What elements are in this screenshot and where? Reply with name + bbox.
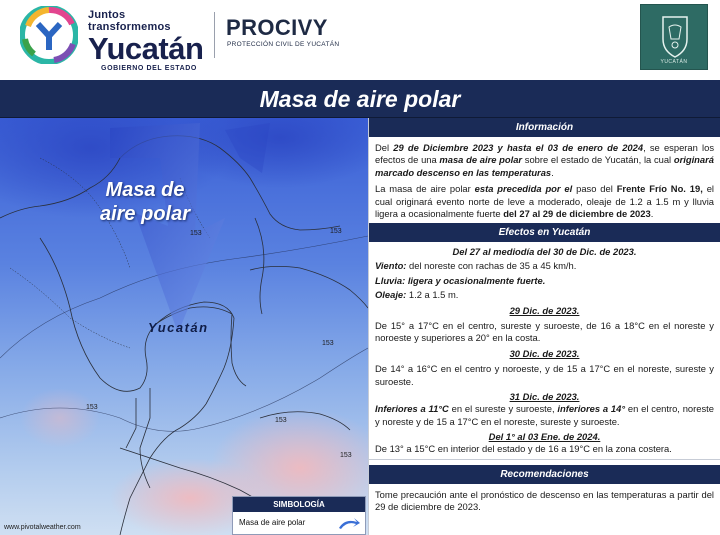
wind-label: Viento: [375,260,407,272]
legend [232,496,366,535]
legend-item [233,512,365,534]
legend-heading: SIMBOLOGÍA [233,497,365,512]
region-label: Yucatán [148,320,209,335]
logo-tagline: Juntos transformemos [88,9,171,33]
effects-date-31: 31 Dic. de 2023. [509,391,580,403]
info-paragraph-2 [369,183,720,220]
effects-text-jan: De 13° a 15°C en interior del estado y de 16 a 19°C en la zona costera. [375,443,672,455]
map-overlay-title [95,178,195,226]
text-span: el cual originará evento norte de leve a moderado, oleaje de 1.2 a 1.5 m y lluvia ligera a ocasionalmente fuerte [375,183,714,220]
logo-government: GOBIERNO DEL ESTADO [101,65,197,72]
info-dates: 29 de Diciembre 2023 y hasta el 03 de enero de 2024 [393,142,644,153]
isobar-label: 153 [340,452,352,459]
effects-text-31 [369,403,720,428]
info-storm-dates: del 27 al 29 de diciembre de 2023 [503,208,651,220]
legend-item-label: Masa de aire polar [239,518,306,527]
text-span: . [650,208,654,220]
effects-date-jan: Del 1° al 03 Ene. de 2024. [488,431,601,443]
wind-arrow-icon [337,516,361,530]
map-overlay-title-line1: Masa de [105,179,185,201]
effects-date-29: 29 Dic. de 2023. [509,304,580,316]
text-span: en el sureste y suroeste, [448,403,558,415]
header-divider [214,12,215,58]
isobar-label: 153 [275,417,287,424]
page-header [0,0,720,80]
isobar-label: 153 [330,228,342,235]
effects-heading: Efectos en Yucatán [369,223,720,242]
effects-text-29: De 15° a 17°C en el centro, sureste y suroeste, de 16 a 18°C en el noreste y noroeste y superiores a 20° en la costa. [375,319,714,344]
text4-bold-2: inferiores a 14° [557,403,626,415]
text-span: . [551,166,554,178]
title-bar [0,80,720,118]
yucatan-logo-icon [20,6,78,64]
text-span: , se esperan los efectos de una [375,142,715,166]
text-span: La masa de aire polar [375,183,475,195]
agency-name: PROCIVY [226,15,328,40]
shield-caption: YUCATÁN [660,59,688,65]
info-paragraph-1 [369,142,720,179]
info-preceded: esta precedida por el [474,183,573,195]
text-span: paso del [572,183,617,195]
info-panel [368,118,720,535]
logo-name: Yucatán [88,31,204,66]
info-front: Frente Frío No. 19, [616,183,703,195]
effects-wind [369,260,720,272]
logo-text [88,9,210,72]
page-title: Masa de aire polar [259,86,461,112]
recommendations-text: Tome precaución ante el pronóstico de descenso en las temperaturas a partir del 29 de diciembre de 2023. [375,488,714,512]
info-effect: originará marcado descenso en las temperaturas [375,154,714,178]
rain-label: Lluvia: [375,274,406,286]
isobar-label: 153 [322,340,334,347]
agency-subtitle: PROTECCIÓN CIVIL DE YUCATÁN [227,41,340,48]
text-span: sobre el estado de Yucatán, la cual [522,154,674,166]
effects-period-1: Del 27 al mediodía del 30 de Dic. de 2023. [452,246,637,258]
info-heading: Información [369,118,720,137]
text4-bold-1: Inferiores a 11°C [375,403,449,415]
map-source: www.pivotalweather.com [4,524,81,531]
rain-text: ligera y ocasionalmente fuerte. [405,274,546,286]
isobar-label: 153 [86,404,98,411]
map-overlay-title-line2: aire polar [99,203,191,225]
recommendations-heading: Recomendaciones [369,465,720,484]
text-span: en el centro, noreste y noreste y de 15 a 17°C en el noreste, sureste y suroeste. [375,403,714,427]
effects-rain [369,275,720,287]
text-span: Del [375,142,394,153]
waves-label: Oleaje: [375,289,407,301]
info-phenomenon: masa de aire polar [439,154,523,166]
isobar-label: 153 [190,230,202,237]
state-shield-badge [640,4,708,70]
waves-text: 1.2 a 1.5 m. [406,289,459,301]
wind-text: del noreste con rachas de 35 a 45 km/h. [406,260,577,272]
effects-text-30: De 14° a 16°C en el centro y noroeste, y de 15 a 17°C en el noreste, sureste y suroeste. [375,363,714,387]
effects-waves [369,289,720,301]
weather-map [0,118,368,535]
effects-date-30: 30 Dic. de 2023. [509,348,580,360]
